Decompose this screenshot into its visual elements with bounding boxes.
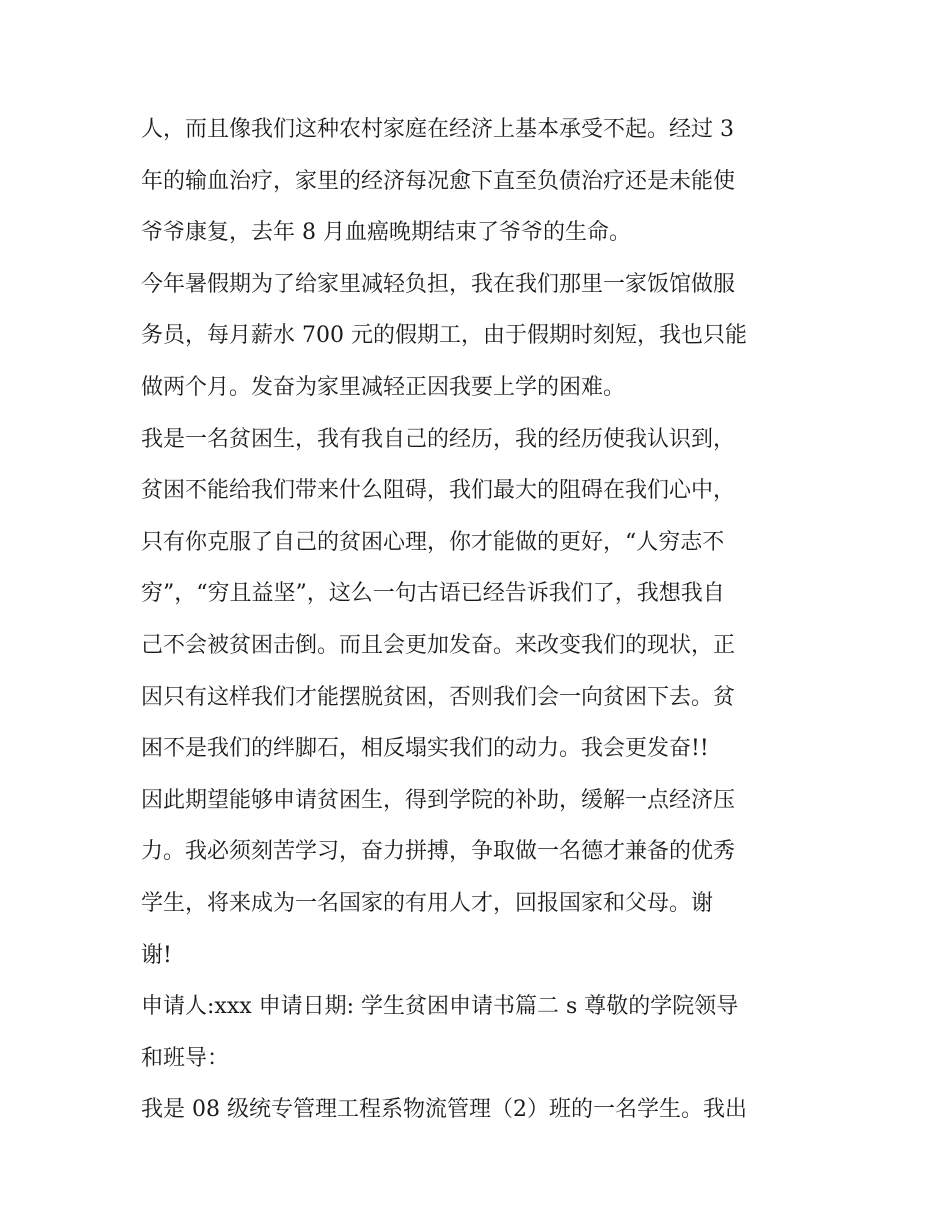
text-line: 贫困不能给我们带来什么阻碍，我们最大的阻碍在我们心中， (141, 478, 736, 504)
text-line: 爷爷康复，去年 8 月血癌晚期结束了爷爷的生命。 (141, 220, 631, 246)
text-line: 穷”，“穷且益坚”，这么一句古语已经告诉我们了，我想我自 (141, 581, 725, 607)
text-line: 我是一名贫困生，我有我自己的经历，我的经历使我认识到， (141, 426, 736, 452)
text-line: 申请人:xxx 申请日期: 学生贫困申请书篇二 s 尊敬的学院领导 (141, 994, 739, 1020)
text-line: 做两个月。发奋为家里减轻正因我要上学的困难。 (141, 374, 626, 400)
text-line: 因只有这样我们才能摆脱贫困，否则我们会一向贫困下去。贫 (141, 684, 736, 710)
text-line: 谢! (141, 942, 172, 968)
text-line: 学生，将来成为一名国家的有用人才，回报国家和父母。谢 (141, 890, 714, 916)
text-line: 人，而且像我们这种农村家庭在经济上基本承受不起。经过 3 (141, 117, 734, 142)
text-line: 己不会被贫困击倒。而且会更加发奋。来改变我们的现状，正 (141, 632, 736, 658)
text-line: 因此期望能够申请贫困生，得到学院的补助，缓解一点经济压 (141, 787, 736, 813)
text-line: 只有你克服了自己的贫困心理，你才能做的更好，“人穷志不 (141, 529, 725, 555)
text-line: 我是 08 级统专管理工程系物流管理（2）班的一名学生。我出 (141, 1097, 747, 1123)
body-text (141, 104, 821, 1136)
text-line: 务员，每月薪水 700 元的假期工，由于假期时刻短，我也只能 (141, 323, 747, 349)
text-line: 和班导： (141, 1045, 230, 1071)
text-line: 今年暑假期为了给家里减轻负担，我在我们那里一家饭馆做服 (141, 271, 736, 297)
text-line: 力。我必须刻苦学习，奋力拼搏，争取做一名德才兼备的优秀 (141, 839, 736, 865)
text-line: 年的输血治疗，家里的经济每况愈下直至负债治疗还是未能使 (141, 168, 736, 194)
text-line: 困不是我们的绊脚石，相反塌实我们的动力。我会更发奋!! (141, 736, 709, 762)
